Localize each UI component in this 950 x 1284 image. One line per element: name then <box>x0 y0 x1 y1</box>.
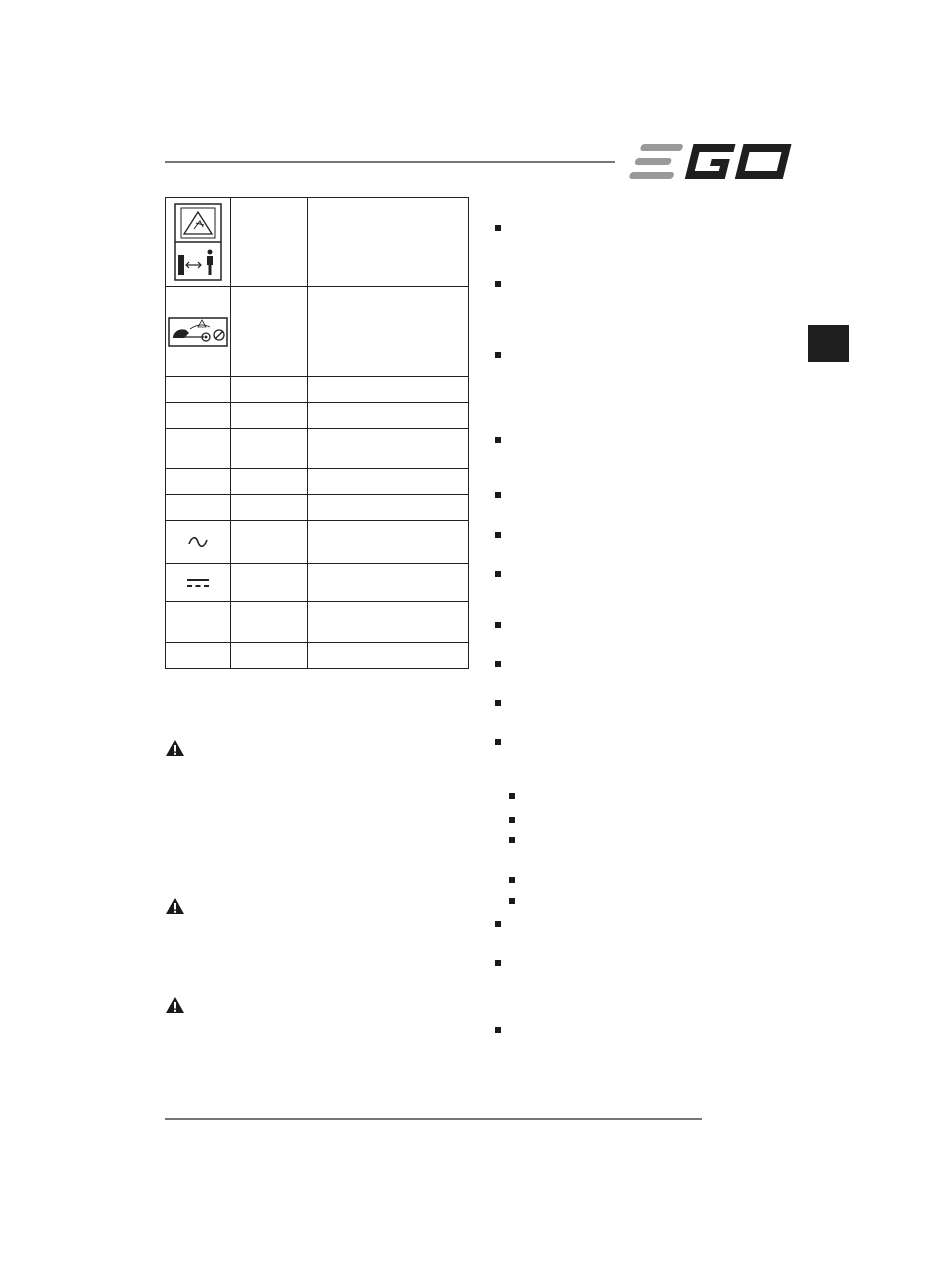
table-cell-explanation <box>308 521 469 564</box>
table-cell-icon <box>166 521 231 564</box>
table-row <box>166 495 469 521</box>
bullet-marker <box>495 571 501 577</box>
table-cell-term <box>231 429 308 469</box>
table-cell-icon <box>166 429 231 469</box>
safety-distance-icon <box>174 203 222 281</box>
table-cell-term <box>231 403 308 429</box>
direct-current-icon <box>186 577 210 589</box>
table-row <box>166 403 469 429</box>
table-cell-explanation <box>308 429 469 469</box>
table-cell-icon <box>166 643 231 669</box>
ego-logo <box>628 142 796 182</box>
sub-bullet-marker <box>509 877 515 883</box>
bullet-marker <box>495 352 501 358</box>
bullet-marker <box>495 225 501 231</box>
section-tab <box>808 325 849 362</box>
bullet-marker <box>495 700 501 706</box>
table-cell-icon <box>166 602 231 643</box>
table-cell-term <box>231 564 308 602</box>
bullet-marker <box>495 532 501 538</box>
table-cell-term <box>231 602 308 643</box>
table-row <box>166 602 469 643</box>
bullet-marker <box>495 1027 501 1033</box>
table-cell-icon <box>166 469 231 495</box>
table-cell-term <box>231 643 308 669</box>
bullet-marker <box>495 622 501 628</box>
footer-rule <box>165 1118 702 1120</box>
bullet-marker <box>495 281 501 287</box>
table-cell-explanation <box>308 377 469 403</box>
bullet-marker <box>495 921 501 927</box>
table-cell-term <box>231 198 308 287</box>
table-cell-explanation <box>308 643 469 669</box>
sub-bullet-marker <box>509 793 515 799</box>
table-cell-icon <box>166 198 231 287</box>
table-cell-explanation <box>308 469 469 495</box>
table-row <box>166 469 469 495</box>
table-cell-explanation <box>308 495 469 521</box>
bullet-marker <box>495 960 501 966</box>
table-cell-icon <box>166 287 231 377</box>
table-cell-icon <box>166 564 231 602</box>
table-row <box>166 429 469 469</box>
table-cell-term <box>231 287 308 377</box>
table-cell-explanation <box>308 198 469 287</box>
table-row <box>166 643 469 669</box>
table-row <box>166 564 469 602</box>
alternating-current-icon <box>187 535 209 549</box>
warning-triangle-icon <box>165 897 185 915</box>
table-cell-term <box>231 521 308 564</box>
table-cell-term <box>231 495 308 521</box>
table-cell-explanation <box>308 287 469 377</box>
table-row <box>166 377 469 403</box>
blade-rotation-icon <box>168 317 228 347</box>
sub-bullet-marker <box>509 837 515 843</box>
table-cell-explanation <box>308 403 469 429</box>
sub-bullet-marker <box>509 817 515 823</box>
sub-bullet-marker <box>509 898 515 904</box>
bullet-marker <box>495 739 501 745</box>
bullet-marker <box>495 661 501 667</box>
table-row <box>166 287 469 377</box>
table-cell-icon <box>166 377 231 403</box>
table-cell-term <box>231 377 308 403</box>
table-cell-icon <box>166 403 231 429</box>
table-row <box>166 198 469 287</box>
table-cell-explanation <box>308 602 469 643</box>
bullet-marker <box>495 492 501 498</box>
table-cell-explanation <box>308 564 469 602</box>
table-row <box>166 521 469 564</box>
table-cell-icon <box>166 495 231 521</box>
warning-triangle-icon <box>165 996 185 1014</box>
bullet-marker <box>495 437 501 443</box>
table-cell-term <box>231 469 308 495</box>
symbol-table <box>165 197 469 669</box>
warning-triangle-icon <box>165 739 185 757</box>
header-rule <box>165 161 615 163</box>
